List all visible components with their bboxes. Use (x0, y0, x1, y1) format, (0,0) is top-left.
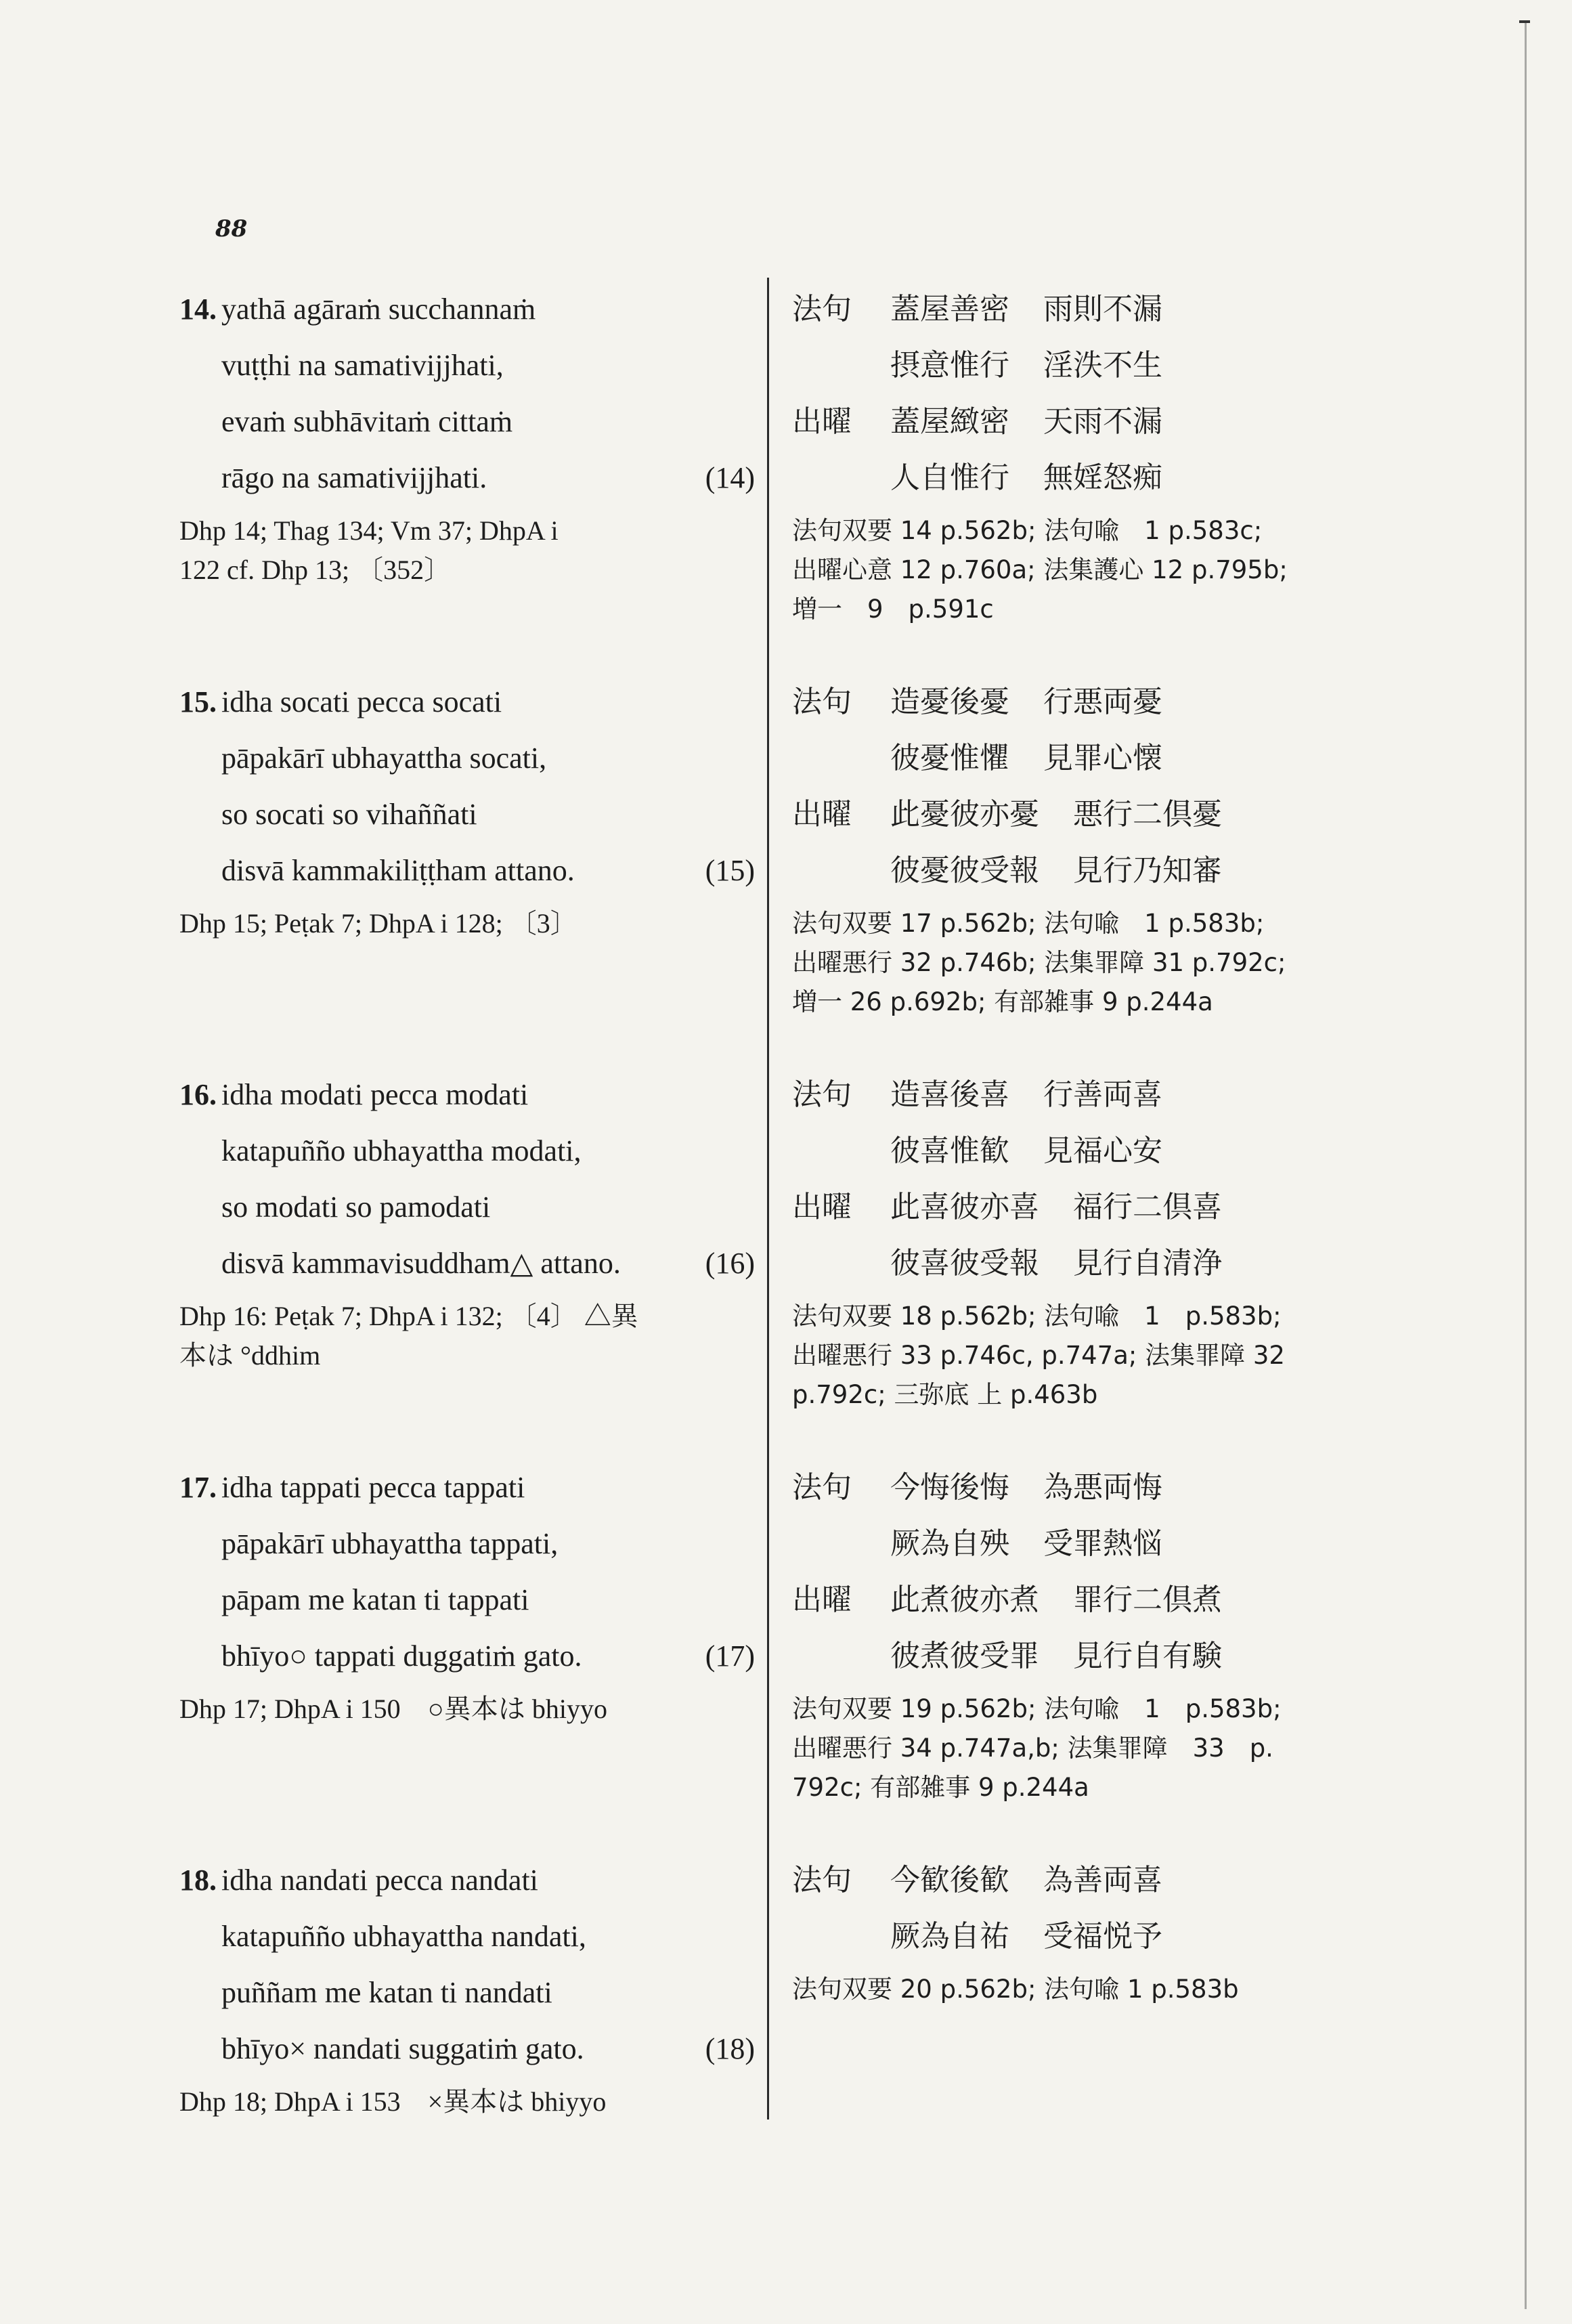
reference-line: 法句双要 18 p.562b; 法句喩 1 p.583b; (792, 1301, 1282, 1331)
chinese-line (792, 450, 1445, 506)
chinese-verse-half: 行善両喜 (1043, 1077, 1162, 1112)
chinese-line (792, 337, 1445, 393)
verse-reference: (15) (705, 854, 755, 887)
verse-line (179, 842, 755, 899)
pali-references (179, 511, 755, 590)
verse-line (179, 1235, 755, 1291)
verse-text: idha tappati pecca tappati (221, 1471, 525, 1504)
verse-text: bhīyo× nandati suggatiṁ gato. (221, 2032, 584, 2065)
chinese-verse-half: 摂意惟行 (890, 348, 1009, 383)
chinese-verse-half: 彼憂惟懼 (890, 741, 1009, 775)
pali-verse (179, 281, 755, 590)
chinese-line (792, 1179, 1445, 1235)
source-label: 法句 (792, 1470, 852, 1505)
verse-number: 16. (179, 1078, 217, 1111)
verse-text: disvā kammavisuddham△ attano. (221, 1247, 621, 1280)
chinese-verse-half: 此煮彼亦煮 (890, 1583, 1039, 1617)
reference-line: Dhp 18; DhpA i 153 ×異本は bhiyyo (179, 2086, 607, 2117)
chinese-line (792, 393, 1445, 450)
reference-line: Dhp 16: Peṭak 7; DhpA i 132; 〔4〕 △異 (179, 1301, 638, 1331)
chinese-verse-half: 見行乃知審 (1073, 853, 1222, 888)
chinese-verse-half: 為善両喜 (1043, 1863, 1162, 1897)
chinese-verse-half: 見福心安 (1043, 1134, 1162, 1168)
chinese-line (792, 1067, 1445, 1123)
page-edge-line (1525, 20, 1527, 2309)
verse-text: bhīyo○ tappati duggatiṁ gato. (221, 1639, 582, 1673)
chinese-verse-half: 人自惟行 (890, 460, 1009, 495)
chinese-parallels (792, 1067, 1445, 1415)
chinese-verse-half: 厥為自祐 (890, 1919, 1009, 1954)
chinese-verse-half: 天雨不漏 (1043, 404, 1162, 439)
reference-line: 法句双要 19 p.562b; 法句喩 1 p.583b; (792, 1694, 1282, 1723)
reference-line: Dhp 14; Thag 134; Vm 37; DhpA i (179, 515, 559, 546)
chinese-verse-half: 彼憂彼受報 (890, 853, 1039, 888)
reference-line: 出曜心意 12 p.760a; 法集護心 12 p.795b; (792, 555, 1288, 584)
reference-line: 増一 26 p.692b; 有部雑事 9 p.244a (792, 987, 1213, 1016)
verse-line (179, 1908, 755, 1964)
chinese-references (792, 1970, 1445, 2009)
chinese-verse-half: 受福悦予 (1043, 1919, 1162, 1954)
chinese-verse-half: 罪行二倶煮 (1073, 1583, 1222, 1617)
verse-text: pāpakārī ubhayattha socati, (221, 741, 547, 775)
chinese-parallels (792, 1459, 1445, 1807)
verse-number: 17. (179, 1471, 217, 1504)
verse-text: yathā agāraṁ succhannaṁ (221, 293, 536, 326)
verse-line (179, 1179, 755, 1235)
chinese-verse-half: 彼煮彼受罪 (890, 1639, 1039, 1673)
chinese-references (792, 511, 1445, 629)
verse-reference: (18) (705, 2032, 755, 2065)
pali-references (179, 1297, 755, 1375)
chinese-line (792, 842, 1445, 899)
chinese-verse-half: 淫泆不生 (1043, 348, 1162, 383)
verse-reference: (16) (705, 1247, 755, 1280)
verse-number: 15. (179, 685, 217, 718)
verse-line (179, 1628, 755, 1684)
chinese-verse-half: 見行自清浄 (1073, 1246, 1222, 1281)
source-label: 法句 (792, 292, 852, 326)
chinese-line (792, 730, 1445, 786)
verse-text: pāpakārī ubhayattha tappati, (221, 1527, 559, 1560)
chinese-verse-half: 行悪両憂 (1043, 685, 1162, 719)
verse-number: 18. (179, 1864, 217, 1897)
verse-text: idha modati pecca modati (221, 1078, 529, 1111)
verse-line (179, 1459, 755, 1515)
chinese-verse-half: 今悔後悔 (890, 1470, 1009, 1505)
source-label: 法句 (792, 1077, 852, 1112)
reference-line: 出曜悪行 32 p.746b; 法集罪障 31 p.792c; (792, 948, 1286, 977)
chinese-verse-half: 福行二倶喜 (1073, 1190, 1222, 1224)
chinese-verse-half: 蓋屋緻密 (890, 404, 1009, 439)
verse-text: so socati so vihaññati (221, 798, 477, 831)
verse-line (179, 337, 755, 393)
verse-line (179, 1515, 755, 1572)
chinese-line (792, 1908, 1445, 1964)
chinese-verse-half: 見罪心懐 (1043, 741, 1162, 775)
chinese-line (792, 1628, 1445, 1684)
chinese-line (792, 1235, 1445, 1291)
verse-text: katapuñño ubhayattha modati, (221, 1134, 582, 1167)
chinese-line (792, 674, 1445, 730)
chinese-parallels (792, 1852, 1445, 2009)
reference-line: 増一 9 p.591c (792, 595, 994, 624)
verse-line (179, 393, 755, 450)
verse-line (179, 786, 755, 842)
chinese-verse-half: 厥為自殃 (890, 1526, 1009, 1561)
verse-line (179, 450, 755, 506)
reference-line: 法句双要 20 p.562b; 法句喩 1 p.583b (792, 1975, 1239, 2004)
verse-reference: (14) (705, 461, 755, 494)
verse-line (179, 2021, 755, 2077)
page-number: 88 (215, 215, 248, 242)
chinese-line (792, 786, 1445, 842)
chinese-verse-half: 見行自有験 (1073, 1639, 1222, 1673)
reference-line: 出曜悪行 33 p.746c, p.747a; 法集罪障 32 (792, 1341, 1285, 1370)
reference-line: Dhp 15; Peṭak 7; DhpA i 128; 〔3〕 (179, 908, 577, 939)
verse-text: puññam me katan ti nandati (221, 1976, 552, 2009)
pali-verse (179, 1067, 755, 1375)
chinese-verse-half: 造喜後喜 (890, 1077, 1009, 1112)
pali-references (179, 2082, 755, 2122)
reference-line: Dhp 17; DhpA i 150 ○異本は bhiyyo (179, 1694, 607, 1724)
page-edge-hook (1519, 20, 1530, 23)
reference-line: 法句双要 14 p.562b; 法句喩 1 p.583c; (792, 516, 1263, 545)
verse-line (179, 1123, 755, 1179)
verse-line (179, 730, 755, 786)
verse-text: katapuñño ubhayattha nandati, (221, 1920, 586, 1953)
reference-line: 法句双要 17 p.562b; 法句喩 1 p.583b; (792, 909, 1265, 938)
verse-line (179, 1964, 755, 2021)
verse-line (179, 1572, 755, 1628)
reference-line: p.792c; 三弥底 上 p.463b (792, 1380, 1098, 1409)
verse-text: idha socati pecca socati (221, 685, 502, 718)
source-label: 法句 (792, 685, 852, 719)
pali-references (179, 1690, 755, 1729)
chinese-line (792, 1459, 1445, 1515)
reference-line: 792c; 有部雑事 9 p.244a (792, 1773, 1089, 1802)
verse-text: so modati so pamodati (221, 1190, 491, 1224)
chinese-line (792, 1123, 1445, 1179)
chinese-verse-half: 今歓後歓 (890, 1863, 1009, 1897)
verse-line (179, 674, 755, 730)
source-label: 出曜 (792, 1190, 852, 1224)
source-label: 法句 (792, 1863, 852, 1897)
chinese-verse-half: 此喜彼亦喜 (890, 1190, 1039, 1224)
chinese-verse-half: 悪行二倶憂 (1073, 797, 1222, 832)
chinese-parallels (792, 674, 1445, 1022)
chinese-references (792, 1690, 1445, 1807)
chinese-verse-half: 為悪両悔 (1043, 1470, 1162, 1505)
chinese-verse-half: 彼喜彼受報 (890, 1246, 1039, 1281)
verse-text: vuṭṭhi na samativijjhati, (221, 349, 504, 382)
column-divider (767, 278, 769, 2119)
chinese-line (792, 1515, 1445, 1572)
pali-verse (179, 1852, 755, 2122)
chinese-verse-half: 造憂後憂 (890, 685, 1009, 719)
chinese-line (792, 281, 1445, 337)
pali-verse (179, 1459, 755, 1729)
verse-line (179, 1852, 755, 1908)
verse-line (179, 1067, 755, 1123)
verse-number: 14. (179, 293, 217, 326)
chinese-parallels (792, 281, 1445, 629)
source-label: 出曜 (792, 1583, 852, 1617)
chinese-line (792, 1572, 1445, 1628)
pali-verse (179, 674, 755, 943)
verse-text: idha nandati pecca nandati (221, 1864, 538, 1897)
source-label: 出曜 (792, 404, 852, 439)
chinese-verse-half: 雨則不漏 (1043, 292, 1162, 326)
verse-text: evaṁ subhāvitaṁ cittaṁ (221, 405, 513, 438)
chinese-verse-half: 彼喜惟歓 (890, 1134, 1009, 1168)
verse-reference: (17) (705, 1639, 755, 1673)
chinese-line (792, 1852, 1445, 1908)
source-label: 出曜 (792, 797, 852, 832)
chinese-references (792, 1297, 1445, 1415)
verse-text: pāpam me katan ti tappati (221, 1583, 529, 1616)
pali-references (179, 904, 755, 943)
chinese-verse-half: 此憂彼亦憂 (890, 797, 1039, 832)
reference-line: 122 cf. Dhp 13; 〔352〕 (179, 555, 452, 585)
verse-text: disvā kammakiliṭṭham attano. (221, 854, 575, 887)
reference-line: 本は °ddhim (179, 1340, 321, 1371)
chinese-references (792, 904, 1445, 1022)
verse-line (179, 281, 755, 337)
reference-line: 出曜悪行 34 p.747a,b; 法集罪障 33 p. (792, 1734, 1273, 1763)
verse-text: rāgo na samativijjhati. (221, 461, 487, 494)
chinese-verse-half: 蓋屋善密 (890, 292, 1009, 326)
chinese-verse-half: 無婬怒痴 (1043, 460, 1162, 495)
chinese-verse-half: 受罪熱悩 (1043, 1526, 1162, 1561)
